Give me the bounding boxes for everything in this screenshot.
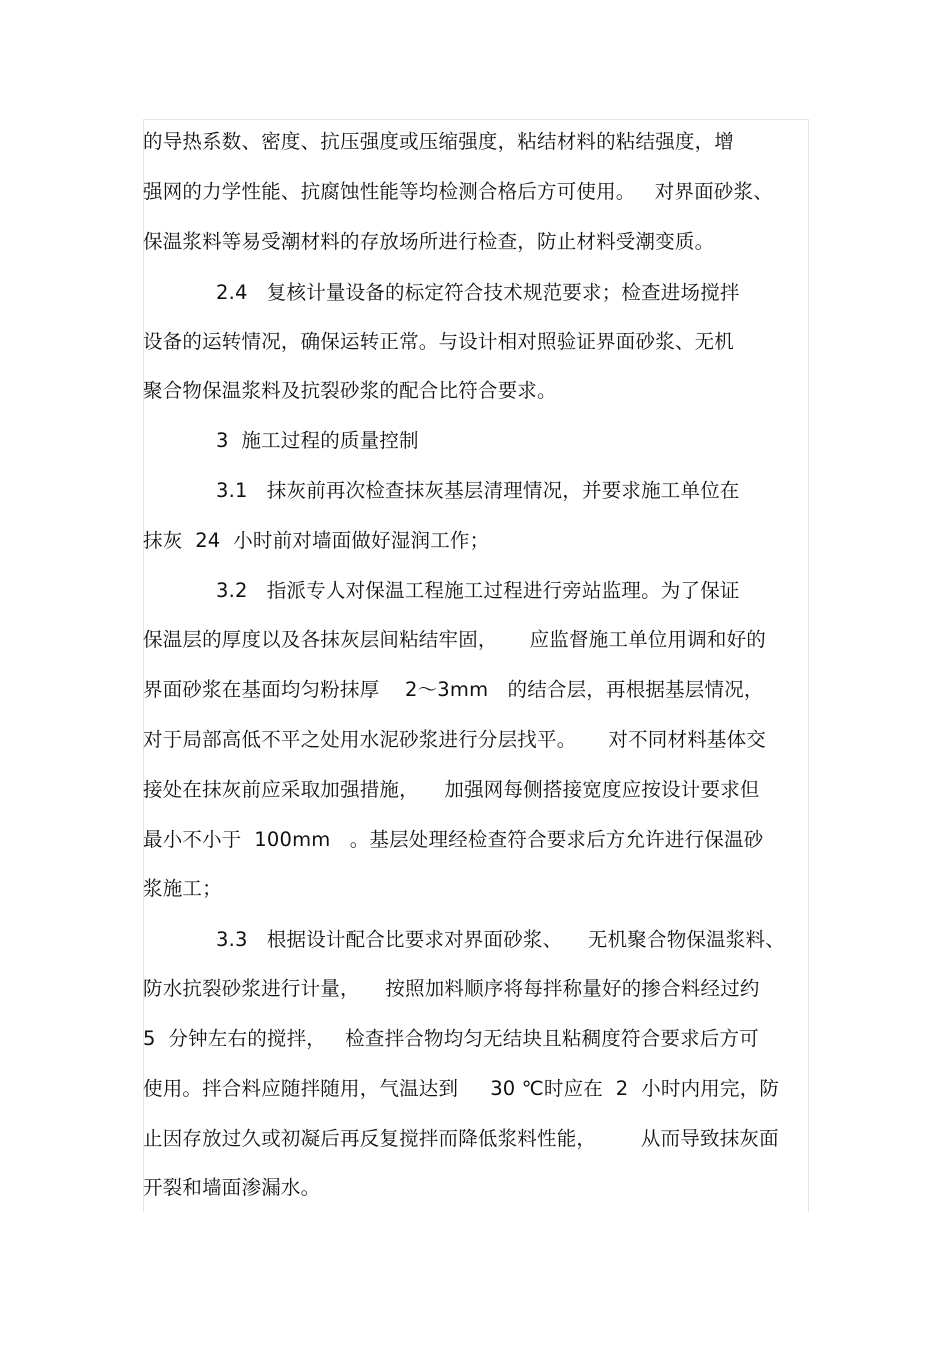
text-line: 保温浆料等易受潮材料的存放场所进行检查，防止材料受潮变质。: [143, 230, 715, 253]
text-line: 对于局部高低不平之处用水泥砂浆进行分层找平。 对不同材料基体交: [143, 728, 766, 751]
text-line: 使用。拌合料应随拌随用，气温达到 30 ℃时应在 2 小时内用完，防: [143, 1077, 780, 1100]
text-line: 的导热系数、密度、抗压强度或压缩强度，粘结材料的粘结强度，增: [143, 130, 735, 153]
text-line: 强网的力学性能、抗腐蚀性能等均检测合格后方可使用。 对界面砂浆、: [143, 180, 773, 203]
text-line: 5 分钟左右的搅拌， 检查拌合物均匀无结块且粘稠度符合要求后方可: [143, 1027, 759, 1050]
section-heading-3-3: 3.3 根据设计配合比要求对界面砂浆、 无机聚合物保温浆料、: [216, 928, 785, 951]
section-heading-3-2: 3.2 指派专人对保温工程施工过程进行旁站监理。为了保证: [216, 579, 740, 602]
text-line: 止因存放过久或初凝后再反复搅拌而降低浆料性能， 从而导致抹灰面: [143, 1127, 779, 1150]
page-frame-right-border: [808, 119, 809, 1212]
section-heading-3-1: 3.1 抹灰前再次检查抹灰基层清理情况，并要求施工单位在: [216, 479, 740, 502]
text-line: 保温层的厚度以及各抹灰层间粘结牢固， 应监督施工单位用调和好的: [143, 628, 766, 651]
section-heading-2-4: 2.4 复核计量设备的标定符合技术规范要求；检查进场搅拌: [216, 281, 740, 304]
text-line: 聚合物保温浆料及抗裂砂浆的配合比符合要求。: [143, 379, 557, 402]
text-line: 浆施工；: [143, 877, 222, 900]
text-line: 最小不小于 100mm 。基层处理经检查符合要求后方允许进行保温砂: [143, 828, 764, 851]
text-line: 设备的运转情况，确保运转正常。与设计相对照验证界面砂浆、无机: [143, 330, 735, 353]
text-line: 开裂和墙面渗漏水。: [143, 1176, 321, 1199]
text-line: 抹灰 24 小时前对墙面做好湿润工作；: [143, 529, 490, 552]
text-line: 接处在抹灰前应采取加强措施， 加强网每侧搭接宽度应按设计要求但: [143, 778, 760, 801]
section-heading-3: 3 施工过程的质量控制: [216, 429, 419, 452]
text-line: 界面砂浆在基面均匀粉抹厚 2～3mm 的结合层，再根据基层情况，: [143, 678, 764, 701]
page-frame-top-border: [143, 119, 808, 120]
text-line: 防水抗裂砂浆进行计量， 按照加料顺序将每拌称量好的掺合料经过约: [143, 977, 760, 1000]
